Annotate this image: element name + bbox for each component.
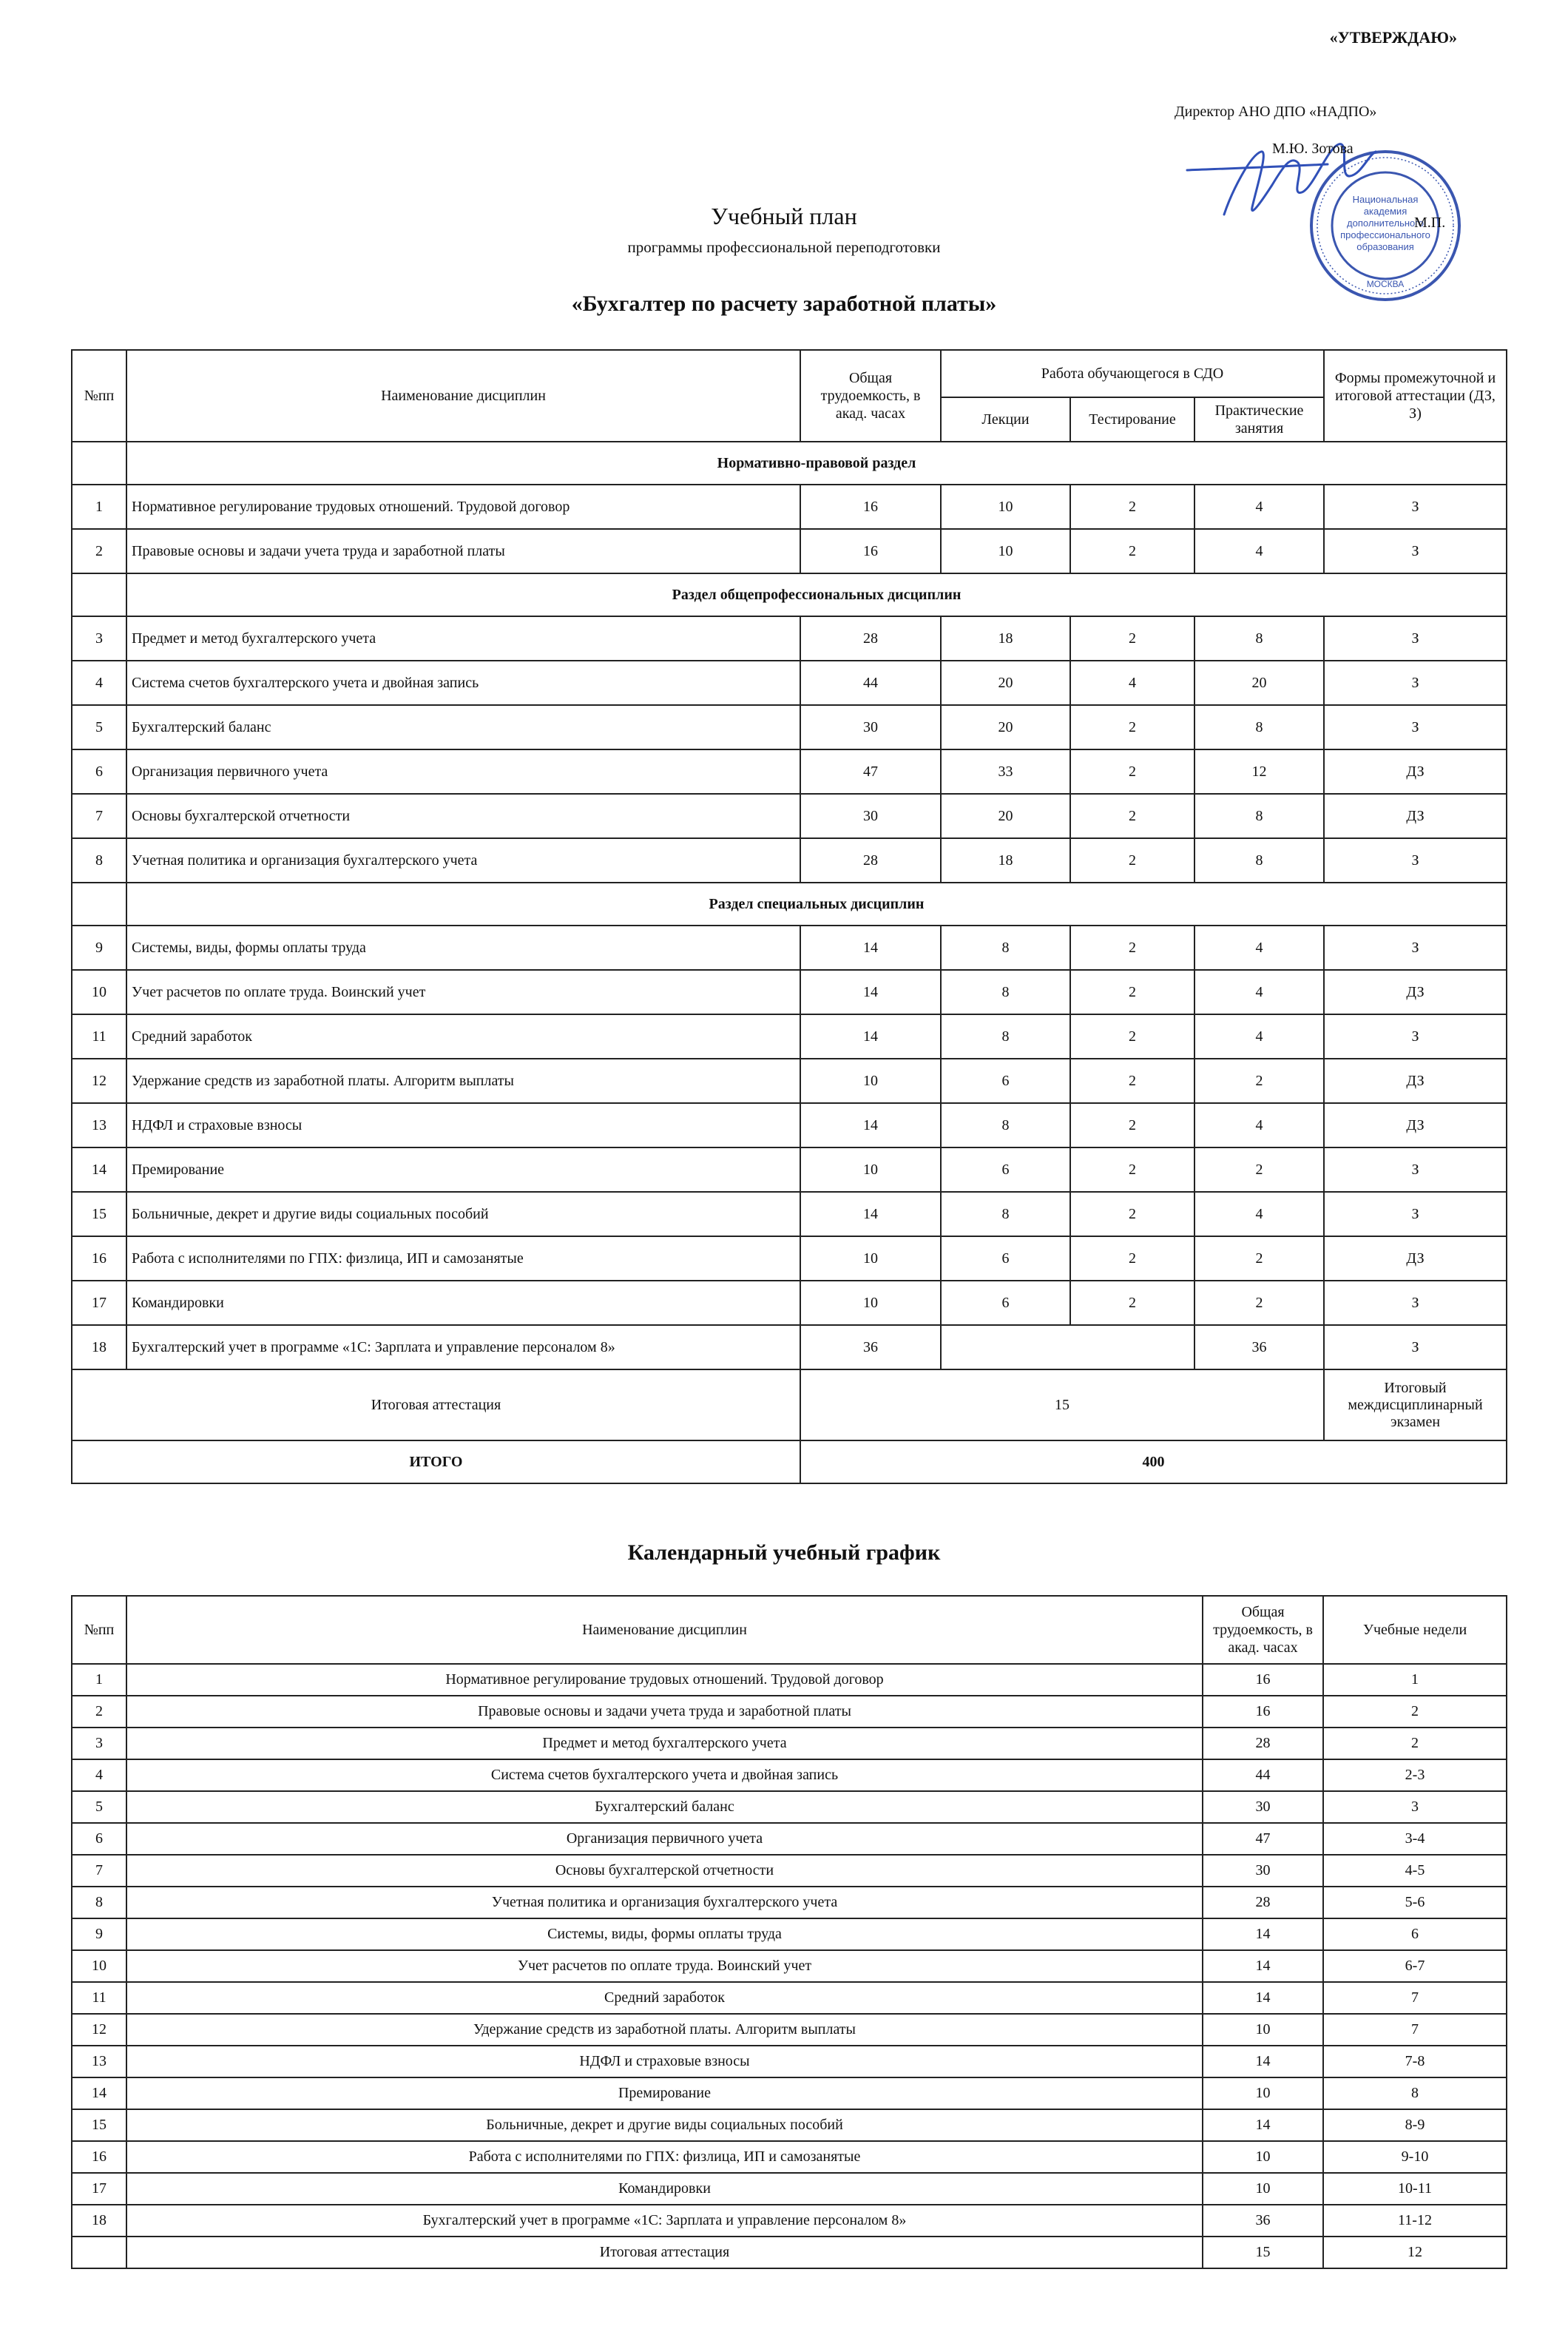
- testing-hours: 2: [1070, 1014, 1194, 1059]
- lecture-hours: 8: [941, 926, 1070, 970]
- discipline-name: Удержание средств из заработной платы. Алгоритм выплаты: [126, 1059, 800, 1103]
- final-attestation-hours: 15: [800, 1369, 1324, 1440]
- total-hours: 14: [800, 1103, 941, 1147]
- discipline-name: Системы, виды, формы оплаты труда: [126, 1918, 1203, 1950]
- calendar-row: [72, 1696, 1507, 1728]
- header-num: №пп: [72, 350, 126, 442]
- discipline-name: Бухгалтерский баланс: [126, 1791, 1203, 1823]
- document-subtitle: программы профессиональной переподготовки: [627, 238, 941, 256]
- practice-hours: 4: [1194, 1192, 1324, 1236]
- section-row: [72, 442, 1507, 485]
- study-weeks: 10-11: [1323, 2173, 1507, 2205]
- calendar-row: [72, 1982, 1507, 2014]
- total-hours: 16: [800, 529, 941, 573]
- study-weeks: 3: [1323, 1791, 1507, 1823]
- row-number: 5: [72, 705, 126, 749]
- calendar-row: [72, 2173, 1507, 2205]
- assessment-form: ДЗ: [1324, 749, 1507, 794]
- practice-hours: 4: [1194, 485, 1324, 529]
- study-weeks: 3-4: [1323, 1823, 1507, 1855]
- total-hours: 10: [800, 1059, 941, 1103]
- section-num-cell: [72, 442, 126, 485]
- row-number: 8: [72, 1887, 126, 1918]
- discipline-name: Организация первичного учета: [126, 749, 800, 794]
- total-hours: 30: [800, 705, 941, 749]
- table-row: [72, 1147, 1507, 1192]
- table-row: [72, 926, 1507, 970]
- row-number: 18: [72, 2205, 126, 2237]
- table-row: [72, 838, 1507, 883]
- row-number: 15: [72, 2109, 126, 2141]
- discipline-name: Бухгалтерский баланс: [126, 705, 800, 749]
- total-hours: 44: [800, 661, 941, 705]
- discipline-name: Учет расчетов по оплате труда. Воинский учет: [126, 970, 800, 1014]
- calendar-row: [72, 1918, 1507, 1950]
- testing-hours: 2: [1070, 1147, 1194, 1192]
- discipline-name: Итоговая аттестация: [126, 2237, 1203, 2268]
- testing-hours: 2: [1070, 970, 1194, 1014]
- lecture-hours: 8: [941, 1192, 1070, 1236]
- assessment-form: З: [1324, 838, 1507, 883]
- assessment-form: З: [1324, 1281, 1507, 1325]
- row-number: [72, 2237, 126, 2268]
- discipline-name: Премирование: [126, 1147, 800, 1192]
- row-number: 15: [72, 1192, 126, 1236]
- practice-hours: 2: [1194, 1147, 1324, 1192]
- document-title: Учебный план: [711, 203, 857, 229]
- discipline-name: Нормативное регулирование трудовых отношений. Трудовой договор: [126, 485, 800, 529]
- section-title: Нормативно-правовой раздел: [126, 442, 1507, 485]
- practice-hours: 20: [1194, 661, 1324, 705]
- discipline-name: Нормативное регулирование трудовых отношений. Трудовой договор: [126, 1664, 1203, 1696]
- row-number: 10: [72, 1950, 126, 1982]
- total-hours: 30: [1203, 1855, 1323, 1887]
- table-row: [72, 1059, 1507, 1103]
- row-number: 17: [72, 2173, 126, 2205]
- discipline-name: Больничные, декрет и другие виды социальных пособий: [126, 1192, 800, 1236]
- seal-mark: М.П.: [1414, 215, 1446, 231]
- discipline-name: НДФЛ и страховые взносы: [126, 1103, 800, 1147]
- row-number: 3: [72, 1728, 126, 1759]
- testing-hours: 2: [1070, 1236, 1194, 1281]
- discipline-name: Удержание средств из заработной платы. Алгоритм выплаты: [126, 2014, 1203, 2046]
- testing-hours: 2: [1070, 705, 1194, 749]
- total-hours: 10: [1203, 2014, 1323, 2046]
- row-number: 2: [72, 1696, 126, 1728]
- practice-hours: 8: [1194, 794, 1324, 838]
- discipline-name: Учетная политика и организация бухгалтерского учета: [126, 1887, 1203, 1918]
- lecture-hours: 18: [941, 616, 1070, 661]
- total-hours: 36: [800, 1325, 941, 1369]
- total-hours: 16: [800, 485, 941, 529]
- testing-hours: 2: [1070, 794, 1194, 838]
- header-testing: Тестирование: [1070, 397, 1194, 442]
- lecture-hours: 6: [941, 1059, 1070, 1103]
- table-row: [72, 485, 1507, 529]
- practice-hours: 12: [1194, 749, 1324, 794]
- assessment-form: ДЗ: [1324, 1103, 1507, 1147]
- total-hours: 47: [1203, 1823, 1323, 1855]
- table-row: [72, 1281, 1507, 1325]
- calendar-row: [72, 1887, 1507, 1918]
- total-hours: 10: [800, 1281, 941, 1325]
- svg-text:Национальная: Национальная: [1352, 194, 1419, 205]
- calendar-row: [72, 2046, 1507, 2077]
- practice-hours: 36: [1194, 1325, 1324, 1369]
- calendar-row: [72, 1855, 1507, 1887]
- table-row: [72, 1325, 1507, 1369]
- section-row: [72, 883, 1507, 926]
- assessment-form: З: [1324, 1147, 1507, 1192]
- testing-hours: 2: [1070, 838, 1194, 883]
- study-weeks: 5-6: [1323, 1887, 1507, 1918]
- lecture-hours: [941, 1325, 1194, 1369]
- row-number: 13: [72, 1103, 126, 1147]
- discipline-name: Учетная политика и организация бухгалтерского учета: [126, 838, 800, 883]
- total-hours: 14: [800, 1014, 941, 1059]
- row-number: 8: [72, 838, 126, 883]
- table-row: [72, 749, 1507, 794]
- svg-text:академия: академия: [1363, 206, 1408, 217]
- lecture-hours: 20: [941, 794, 1070, 838]
- assessment-form: З: [1324, 1192, 1507, 1236]
- assessment-form: З: [1324, 1325, 1507, 1369]
- calendar-row: [72, 1664, 1507, 1696]
- total-hours: 28: [800, 616, 941, 661]
- row-number: 6: [72, 1823, 126, 1855]
- assessment-form: З: [1324, 485, 1507, 529]
- row-number: 5: [72, 1791, 126, 1823]
- total-label: ИТОГО: [72, 1440, 800, 1483]
- section-num-cell: [72, 883, 126, 926]
- total-hours: 30: [1203, 1791, 1323, 1823]
- row-number: 16: [72, 1236, 126, 1281]
- row-number: 1: [72, 485, 126, 529]
- signer-name: М.Ю. Зотова: [1272, 141, 1354, 157]
- assessment-form: ДЗ: [1324, 970, 1507, 1014]
- calendar-row: [72, 1823, 1507, 1855]
- total-hours: 14: [1203, 1982, 1323, 2014]
- total-hours: 28: [800, 838, 941, 883]
- lecture-hours: 20: [941, 705, 1070, 749]
- calendar-row: [72, 2109, 1507, 2141]
- study-weeks: 8-9: [1323, 2109, 1507, 2141]
- practice-hours: 4: [1194, 1103, 1324, 1147]
- table-row: [72, 1192, 1507, 1236]
- section-row: [72, 573, 1507, 616]
- discipline-name: Предмет и метод бухгалтерского учета: [126, 1728, 1203, 1759]
- section-title: Раздел общепрофессиональных дисциплин: [126, 573, 1507, 616]
- total-hours-value: 400: [800, 1440, 1507, 1483]
- total-hours: 10: [1203, 2173, 1323, 2205]
- discipline-name: Средний заработок: [126, 1014, 800, 1059]
- discipline-name: Система счетов бухгалтерского учета и двойная запись: [126, 661, 800, 705]
- calendar-table: [71, 1595, 1507, 2269]
- study-weeks: 6-7: [1323, 1950, 1507, 1982]
- row-number: 1: [72, 1664, 126, 1696]
- assessment-form: ДЗ: [1324, 1059, 1507, 1103]
- discipline-name: Премирование: [126, 2077, 1203, 2109]
- cal-header-name: Наименование дисциплин: [126, 1596, 1203, 1664]
- curriculum-table: [71, 349, 1507, 1484]
- lecture-hours: 6: [941, 1236, 1070, 1281]
- lecture-hours: 8: [941, 970, 1070, 1014]
- assessment-form: З: [1324, 529, 1507, 573]
- testing-hours: 4: [1070, 661, 1194, 705]
- practice-hours: 4: [1194, 926, 1324, 970]
- program-title: «Бухгалтер по расчету заработной платы»: [571, 291, 997, 316]
- calendar-row: [72, 2077, 1507, 2109]
- total-hours: 14: [1203, 2046, 1323, 2077]
- row-number: 11: [72, 1014, 126, 1059]
- total-hours: 44: [1203, 1759, 1323, 1791]
- calendar-row: [72, 1759, 1507, 1791]
- cal-header-num: №пп: [72, 1596, 126, 1664]
- study-weeks: 7: [1323, 2014, 1507, 2046]
- practice-hours: 8: [1194, 616, 1324, 661]
- study-weeks: 12: [1323, 2237, 1507, 2268]
- discipline-name: Правовые основы и задачи учета труда и заработной платы: [126, 1696, 1203, 1728]
- study-weeks: 7-8: [1323, 2046, 1507, 2077]
- study-weeks: 1: [1323, 1664, 1507, 1696]
- row-number: 2: [72, 529, 126, 573]
- study-weeks: 6: [1323, 1918, 1507, 1950]
- row-number: 14: [72, 2077, 126, 2109]
- total-hours: 14: [1203, 1950, 1323, 1982]
- testing-hours: 2: [1070, 1103, 1194, 1147]
- svg-text:дополнительного: дополнительного: [1347, 218, 1424, 229]
- row-number: 7: [72, 794, 126, 838]
- header-forms: Формы промежуточной и итоговой аттестации (ДЗ, З): [1324, 350, 1507, 442]
- testing-hours: 2: [1070, 1059, 1194, 1103]
- total-hours: 10: [800, 1147, 941, 1192]
- study-weeks: 11-12: [1323, 2205, 1507, 2237]
- header-work: Работа обучающегося в СДО: [941, 350, 1324, 397]
- study-weeks: 8: [1323, 2077, 1507, 2109]
- testing-hours: 2: [1070, 485, 1194, 529]
- director-position: Директор АНО ДПО «НАДПО»: [1175, 104, 1377, 120]
- total-hours: 10: [1203, 2141, 1323, 2173]
- total-hours: 14: [800, 1192, 941, 1236]
- assessment-form: ДЗ: [1324, 1236, 1507, 1281]
- total-hours: 14: [800, 926, 941, 970]
- assessment-form: З: [1324, 1014, 1507, 1059]
- discipline-name: Основы бухгалтерской отчетности: [126, 794, 800, 838]
- lecture-hours: 20: [941, 661, 1070, 705]
- lecture-hours: 6: [941, 1281, 1070, 1325]
- study-weeks: 9-10: [1323, 2141, 1507, 2173]
- assessment-form: З: [1324, 616, 1507, 661]
- total-hours: 28: [1203, 1728, 1323, 1759]
- lecture-hours: 6: [941, 1147, 1070, 1192]
- row-number: 10: [72, 970, 126, 1014]
- row-number: 14: [72, 1147, 126, 1192]
- total-hours: 14: [1203, 2109, 1323, 2141]
- study-weeks: 4-5: [1323, 1855, 1507, 1887]
- total-hours: 30: [800, 794, 941, 838]
- section-num-cell: [72, 573, 126, 616]
- calendar-row: [72, 2205, 1507, 2237]
- table-row: [72, 1103, 1507, 1147]
- row-number: 16: [72, 2141, 126, 2173]
- testing-hours: 2: [1070, 1281, 1194, 1325]
- discipline-name: Работа с исполнителями по ГПХ: физлица, ИП и самозанятые: [126, 2141, 1203, 2173]
- assessment-form: ДЗ: [1324, 794, 1507, 838]
- discipline-name: Бухгалтерский учет в программе «1С: Зарплата и управление персоналом 8»: [126, 1325, 800, 1369]
- total-hours: 16: [1203, 1664, 1323, 1696]
- testing-hours: 2: [1070, 926, 1194, 970]
- section-title: Раздел специальных дисциплин: [126, 883, 1507, 926]
- table-row: [72, 661, 1507, 705]
- header-name: Наименование дисциплин: [126, 350, 800, 442]
- discipline-name: Командировки: [126, 2173, 1203, 2205]
- discipline-name: НДФЛ и страховые взносы: [126, 2046, 1203, 2077]
- calendar-row: [72, 1791, 1507, 1823]
- table-row: [72, 529, 1507, 573]
- discipline-name: Больничные, декрет и другие виды социальных пособий: [126, 2109, 1203, 2141]
- total-hours: 47: [800, 749, 941, 794]
- header-practice: Практические занятия: [1194, 397, 1324, 442]
- discipline-name: Правовые основы и задачи учета труда и заработной платы: [126, 529, 800, 573]
- total-row: [72, 1440, 1507, 1483]
- row-number: 6: [72, 749, 126, 794]
- lecture-hours: 33: [941, 749, 1070, 794]
- row-number: 4: [72, 1759, 126, 1791]
- row-number: 12: [72, 1059, 126, 1103]
- row-number: 13: [72, 2046, 126, 2077]
- row-number: 4: [72, 661, 126, 705]
- calendar-row: [72, 1728, 1507, 1759]
- discipline-name: Предмет и метод бухгалтерского учета: [126, 616, 800, 661]
- lecture-hours: 8: [941, 1014, 1070, 1059]
- practice-hours: 4: [1194, 529, 1324, 573]
- lecture-hours: 10: [941, 485, 1070, 529]
- discipline-name: Организация первичного учета: [126, 1823, 1203, 1855]
- study-weeks: 7: [1323, 1982, 1507, 2014]
- total-hours: 10: [800, 1236, 941, 1281]
- assessment-form: З: [1324, 661, 1507, 705]
- row-number: 18: [72, 1325, 126, 1369]
- practice-hours: 2: [1194, 1281, 1324, 1325]
- total-hours: 28: [1203, 1887, 1323, 1918]
- table-row: [72, 970, 1507, 1014]
- final-attestation-label: Итоговая аттестация: [72, 1369, 800, 1440]
- discipline-name: Командировки: [126, 1281, 800, 1325]
- svg-text:профессионального: профессионального: [1340, 229, 1430, 240]
- table-row: [72, 1014, 1507, 1059]
- discipline-name: Бухгалтерский учет в программе «1С: Зарплата и управление персоналом 8»: [126, 2205, 1203, 2237]
- testing-hours: 2: [1070, 529, 1194, 573]
- discipline-name: Средний заработок: [126, 1982, 1203, 2014]
- row-number: 12: [72, 2014, 126, 2046]
- approval-heading: «УТВЕРЖДАЮ»: [1329, 28, 1457, 47]
- practice-hours: 4: [1194, 970, 1324, 1014]
- calendar-row: [72, 2237, 1507, 2268]
- lecture-hours: 8: [941, 1103, 1070, 1147]
- testing-hours: 2: [1070, 616, 1194, 661]
- row-number: 9: [72, 926, 126, 970]
- study-weeks: 2: [1323, 1728, 1507, 1759]
- practice-hours: 8: [1194, 838, 1324, 883]
- final-attestation-form: Итоговый междисциплинарный экзамен: [1324, 1369, 1507, 1440]
- row-number: 17: [72, 1281, 126, 1325]
- total-hours: 16: [1203, 1696, 1323, 1728]
- total-hours: 15: [1203, 2237, 1323, 2268]
- row-number: 9: [72, 1918, 126, 1950]
- study-weeks: 2-3: [1323, 1759, 1507, 1791]
- cal-header-total: Общая трудоемкость, в акад. часах: [1203, 1596, 1323, 1664]
- discipline-name: Системы, виды, формы оплаты труда: [126, 926, 800, 970]
- table-row: [72, 616, 1507, 661]
- cal-header-weeks: Учебные недели: [1323, 1596, 1507, 1664]
- calendar-row: [72, 2141, 1507, 2173]
- practice-hours: 2: [1194, 1236, 1324, 1281]
- testing-hours: 2: [1070, 1192, 1194, 1236]
- svg-text:образования: образования: [1356, 241, 1414, 252]
- total-hours: 14: [1203, 1918, 1323, 1950]
- calendar-title: Календарный учебный график: [627, 1540, 941, 1565]
- lecture-hours: 18: [941, 838, 1070, 883]
- practice-hours: 2: [1194, 1059, 1324, 1103]
- practice-hours: 8: [1194, 705, 1324, 749]
- table-row: [72, 1236, 1507, 1281]
- discipline-name: Учет расчетов по оплате труда. Воинский учет: [126, 1950, 1203, 1982]
- lecture-hours: 10: [941, 529, 1070, 573]
- calendar-row: [72, 1950, 1507, 1982]
- total-hours: 10: [1203, 2077, 1323, 2109]
- row-number: 3: [72, 616, 126, 661]
- row-number: 11: [72, 1982, 126, 2014]
- final-attestation-row: [72, 1369, 1507, 1440]
- testing-hours: 2: [1070, 749, 1194, 794]
- table-row: [72, 705, 1507, 749]
- total-hours: 14: [800, 970, 941, 1014]
- total-hours: 36: [1203, 2205, 1323, 2237]
- row-number: 7: [72, 1855, 126, 1887]
- assessment-form: З: [1324, 705, 1507, 749]
- discipline-name: Система счетов бухгалтерского учета и двойная запись: [126, 1759, 1203, 1791]
- practice-hours: 4: [1194, 1014, 1324, 1059]
- header-lectures: Лекции: [941, 397, 1070, 442]
- table-row: [72, 794, 1507, 838]
- discipline-name: Работа с исполнителями по ГПХ: физлица, ИП и самозанятые: [126, 1236, 800, 1281]
- svg-text:МОСКВА: МОСКВА: [1366, 279, 1405, 289]
- assessment-form: З: [1324, 926, 1507, 970]
- discipline-name: Основы бухгалтерской отчетности: [126, 1855, 1203, 1887]
- study-weeks: 2: [1323, 1696, 1507, 1728]
- header-total: Общая трудоемкость, в акад. часах: [800, 350, 941, 442]
- calendar-row: [72, 2014, 1507, 2046]
